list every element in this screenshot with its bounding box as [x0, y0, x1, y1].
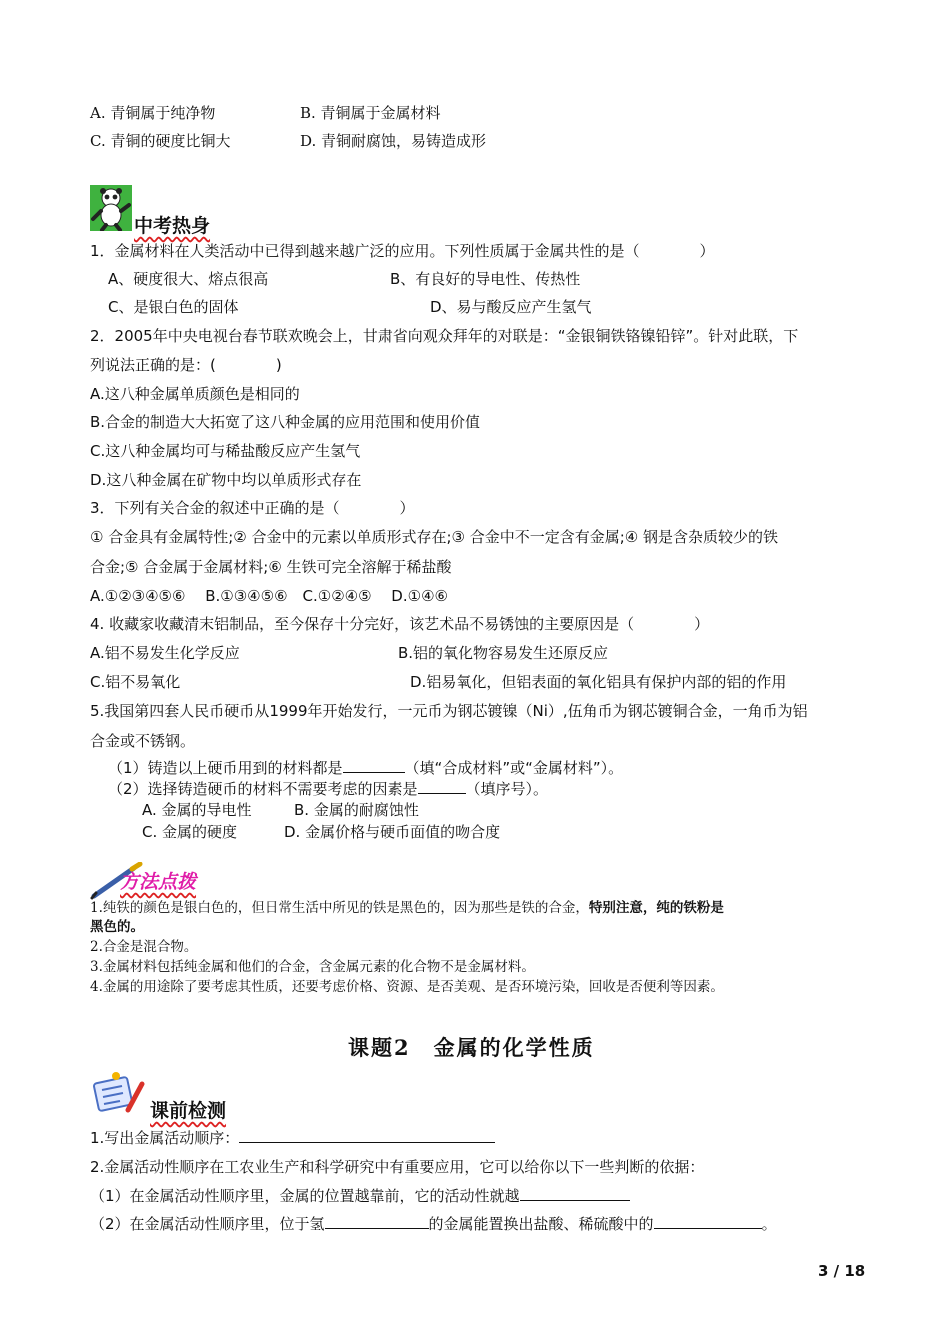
q4-stem: 4. 收藏家收藏清末铝制品，至今保存十分完好，该艺术品不易锈蚀的主要原因是（ ）: [90, 615, 710, 633]
method-point-1-line2: 黑色的。: [90, 919, 144, 935]
option-a: A. 青铜属于纯净物: [90, 104, 216, 122]
q3-statements-line2: 合金;⑤ 合金属于金属材料;⑥ 生铁可完全溶解于稀盐酸: [90, 558, 452, 576]
q2-option-a: A.这八种金属单质颜色是相同的: [90, 385, 300, 403]
q5-part2-text-b: （填序号）。: [465, 780, 549, 798]
method-point-2: 2.合金是混合物。: [90, 939, 198, 955]
q4-option-c: C.铝不易氧化: [90, 673, 181, 691]
q5-option-b: B. 金属的耐腐蚀性: [294, 801, 419, 819]
lesson-title: 课题2 金属的化学性质: [348, 1035, 595, 1060]
q1-option-c: C、是银白色的固体: [108, 298, 239, 316]
q5-option-a: A. 金属的导电性: [142, 801, 252, 819]
panda-icon: [90, 185, 132, 231]
q5-stem-line1: 5.我国第四套人民币硬币从1999年开始发行，一元币为钢芯镀镍（Ni）,伍角币为钢芯镀铜合金，一角币为铝: [90, 702, 808, 720]
method-point-1-normal: 1.纯铁的颜色是银白色的，但日常生活中所见的铁是黑色的，因为那些是铁的合金，: [90, 900, 589, 916]
precheck-q2-part2-blank-b[interactable]: [654, 1212, 762, 1229]
precheck-q2-part2-text-c: 。: [761, 1215, 777, 1233]
precheck-q2-part2-text-a: （2）在金属活动性顺序里，位于氢: [90, 1215, 325, 1233]
precheck-q2-part2: [90, 1212, 777, 1235]
method-point-3: 3.金属材料包括纯金属和他们的合金，含金属元素的化合物不是金属材料。: [90, 959, 535, 975]
q3-statements-line1: ① 合金具有金属特性;② 合金中的元素以单质形式存在;③ 合金中不一定含有金属;④ 钢是含杂质较少的铁: [90, 528, 779, 546]
q3-stem: 3．下列有关合金的叙述中正确的是（ ）: [90, 499, 415, 517]
precheck-q2-part1-blank[interactable]: [520, 1184, 630, 1201]
precheck-q2-part2-text-b: 的金属能置换出盐酸、稀硫酸中的: [428, 1215, 654, 1233]
section-title-method: 方法点拨: [120, 871, 197, 893]
q2-option-c: C.这八种金属均可与稀盐酸反应产生氢气: [90, 442, 361, 460]
section-title-precheck: 课前检测: [150, 1100, 227, 1122]
precheck-q2-part1: [90, 1184, 630, 1207]
precheck-q1-text: 1.写出金属活动顺序：: [90, 1129, 240, 1147]
q4-option-a: A.铝不易发生化学反应: [90, 644, 240, 662]
q1-option-b: B、有良好的导电性、传热性: [390, 270, 581, 288]
q5-option-c: C. 金属的硬度: [142, 823, 238, 841]
q5-part2: [108, 777, 548, 800]
q5-part1-blank[interactable]: [343, 756, 405, 773]
precheck-q1: [90, 1126, 495, 1149]
q5-option-d: D. 金属价格与硬币面值的吻合度: [284, 823, 501, 841]
precheck-q2: 2.金属活动性顺序在工农业生产和科学研究中有重要应用，它可以给你以下一些判断的依据：: [90, 1158, 705, 1176]
page-number: 3 / 18: [818, 1262, 866, 1280]
q2-option-b: B.合金的制造大大拓宽了这八种金属的应用范围和使用价值: [90, 413, 481, 431]
q2-option-d: D.这八种金属在矿物中均以单质形式存在: [90, 471, 362, 489]
q1-stem: 1．金属材料在人类活动中已得到越来越广泛的应用。下列性质属于金属共性的是（ ）: [90, 242, 715, 260]
option-b: B. 青铜属于金属材料: [300, 104, 441, 122]
precheck-q2-part2-blank-a[interactable]: [325, 1212, 429, 1229]
option-c: C. 青铜的硬度比铜大: [90, 132, 231, 150]
q3-options: A.①②③④⑤⑥ B.①③④⑤⑥ C.①②④⑤ D.①④⑥: [90, 587, 448, 605]
option-d: D. 青铜耐腐蚀，易铸造成形: [300, 132, 487, 150]
q5-part1: [108, 756, 623, 779]
q2-stem-line1: 2．2005年中央电视台春节联欢晚会上，甘肃省向观众拜年的对联是：“金银铜铁铬镍铅锌”。针对此联，下: [90, 327, 799, 345]
checklist-icon: [90, 1070, 146, 1114]
q5-part2-text-a: （2）选择铸造硬币的材料不需要考虑的因素是: [108, 780, 418, 798]
precheck-q1-blank[interactable]: [239, 1126, 495, 1143]
method-point-1-line1: [90, 896, 724, 916]
method-point-4: 4.金属的用途除了要考虑其性质，还要考虑价格、资源、是否美观、是否环境污染，回收是否便利等因素。: [90, 979, 724, 995]
q4-option-d: D.铝易氧化，但铝表面的氧化铝具有保护内部的铝的作用: [410, 673, 787, 691]
q5-part1-text-b: （填“合成材料”或“金属材料”）。: [404, 759, 624, 777]
q1-option-a: A、硬度很大、熔点很高: [108, 270, 269, 288]
q5-stem-line2: 合金或不锈钢。: [90, 732, 196, 750]
q5-part1-text-a: （1）铸造以上硬币用到的材料都是: [108, 759, 343, 777]
q1-option-d: D、易与酸反应产生氢气: [430, 298, 592, 316]
q5-part2-blank[interactable]: [418, 777, 466, 794]
q2-stem-line2: 列说法正确的是：( ): [90, 356, 282, 374]
precheck-q2-part1-text: （1）在金属活动性顺序里，金属的位置越靠前，它的活动性就越: [90, 1187, 520, 1205]
method-point-1-bold: 特别注意，纯的铁粉是: [588, 900, 724, 916]
q4-option-b: B.铝的氧化物容易发生还原反应: [398, 644, 609, 662]
section-title-warmup: 中考热身: [134, 215, 211, 237]
